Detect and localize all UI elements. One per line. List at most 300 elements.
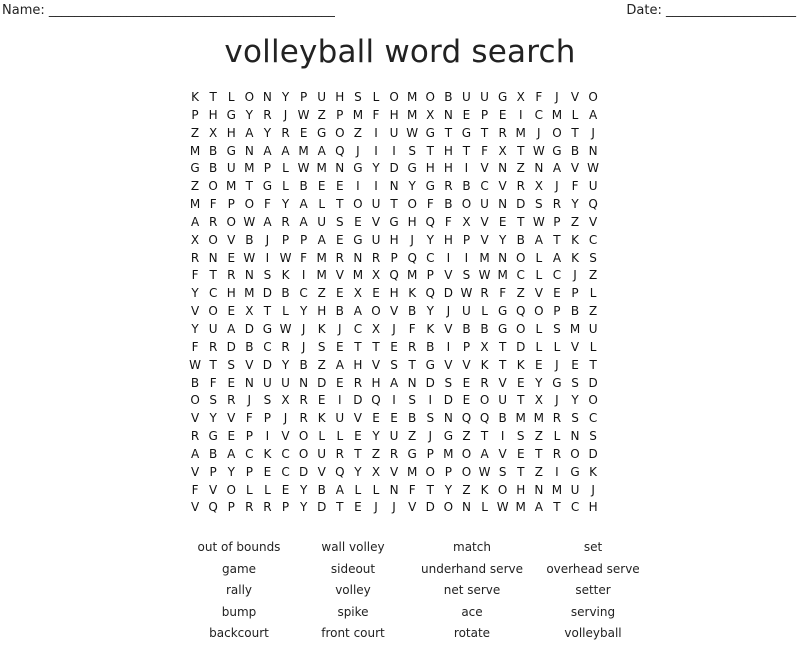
grid-cell: Y [299,500,308,515]
grid-cell: R [227,268,236,283]
grid-cell: V [498,375,507,390]
grid-cell: V [190,411,200,426]
grid-cell: R [335,446,344,461]
grid-cell: P [245,429,253,444]
grid-cell: E [354,429,362,444]
grid-cell: L [282,179,289,194]
grid-cell: N [461,500,471,515]
grid-cell: P [336,107,344,122]
grid-cell: O [461,446,472,461]
grid-cell: G [443,429,454,444]
word-list-item: volleyball [564,626,622,640]
grid-cell: F [191,482,199,497]
grid-cell: S [462,268,471,283]
grid-cell: T [480,429,489,444]
grid-cell: L [227,90,235,104]
grid-cell: P [553,214,561,229]
grid-cell: R [552,446,562,461]
grid-cell: J [265,232,270,247]
word-list-item: bump [221,604,257,619]
grid-cell: D [425,375,435,390]
grid-cell: P [209,464,217,479]
date-field-label: Date: ____________________ [626,3,796,18]
grid-cell: K [317,411,326,426]
grid-cell: D [588,375,598,390]
grid-cell: U [317,446,327,461]
grid-cell: L [282,161,289,176]
grid-cell: J [591,482,595,497]
grid-cell: R [335,250,344,265]
grid-cell: G [208,429,218,444]
grid-cell: R [190,429,200,444]
grid-cell: L [282,304,289,319]
grid-cell: C [281,446,290,461]
grid-cell: E [354,500,362,515]
grid-cell: P [281,500,290,515]
grid-cell: F [300,250,308,265]
grid-cell: S [535,197,543,212]
grid-cell: U [317,214,327,229]
grid-cell: T [517,393,525,408]
grid-cell: T [372,339,380,354]
grid-cell: V [281,429,290,444]
grid-cell: F [209,375,217,390]
grid-cell: C [426,250,435,265]
grid-cell: A [389,375,399,390]
grid-cell: P [191,107,199,122]
grid-cell: V [227,411,236,426]
word-list-item: ace [461,604,483,619]
grid-cell: T [535,446,543,461]
grid-cell: L [264,482,271,497]
grid-cell: Q [425,214,435,229]
grid-cell: I [265,250,270,265]
grid-cell: V [480,161,489,176]
grid-cell: S [227,357,236,372]
grid-cell: O [298,446,309,461]
grid-cell: B [245,232,254,247]
grid-cell: X [245,304,254,319]
grid-cell: E [498,214,507,229]
grid-cell: M [406,107,418,122]
grid-cell: A [317,232,326,247]
grid-cell: V [570,161,580,176]
grid-cell: G [425,357,435,372]
grid-cell: E [299,125,308,140]
grid-cell: O [244,197,255,212]
grid-cell: U [281,375,290,390]
grid-cell: C [299,286,308,301]
grid-cell: X [534,393,543,408]
grid-cell: J [555,90,559,104]
grid-cell: G [552,375,562,390]
grid-cell: E [571,357,579,372]
grid-cell: J [591,125,595,140]
grid-cell: J [301,321,306,336]
grid-cell: R [552,197,562,212]
grid-cell: D [226,339,236,354]
grid-cell: N [588,143,598,158]
grid-cell: E [263,464,272,479]
grid-cell: Y [535,375,543,390]
grid-cell: M [551,107,563,122]
grid-cell: B [299,179,308,194]
grid-cell: N [498,250,508,265]
grid-cell: P [480,107,489,122]
grid-cell: S [209,393,217,408]
grid-cell: O [425,464,435,479]
grid-cell: C [552,268,562,283]
grid-cell: M [533,411,544,426]
grid-cell: Z [462,429,471,444]
grid-cell: E [317,393,326,408]
word-list-item: serving [570,604,616,619]
grid-cell: L [553,339,561,354]
grid-cell: G [190,161,200,176]
grid-cell: Z [516,286,525,301]
grid-cell: S [263,268,272,283]
grid-cell: X [209,125,218,140]
grid-cell: G [570,464,580,479]
grid-cell: U [371,197,381,212]
grid-cell: X [534,179,543,194]
grid-cell: T [444,125,453,140]
grid-cell: B [209,143,218,158]
grid-cell: R [516,179,525,194]
grid-cell: J [301,339,306,354]
grid-cell: E [462,375,471,390]
word-list-item: sideout [330,561,376,576]
grid-cell: V [444,268,453,283]
grid-cell: J [573,268,577,283]
grid-cell: A [534,500,543,515]
grid-cell: X [371,268,381,283]
word-list-item: backcourt [209,626,269,640]
grid-cell: N [443,411,453,426]
grid-cell: O [516,321,526,336]
grid-cell: G [497,304,508,319]
grid-cell: L [589,339,597,354]
grid-cell: J [247,393,252,408]
grid-cell: N [407,375,417,390]
word-list-item: setter [575,583,611,597]
grid-cell: E [227,250,236,265]
grid-cell: K [408,286,417,301]
grid-cell: F [444,214,452,229]
grid-cell: B [335,304,344,319]
grid-cell: N [244,268,254,283]
grid-cell: D [298,464,309,479]
grid-cell: N [244,375,254,390]
grid-cell: R [281,125,290,140]
grid-cell: R [371,250,381,265]
grid-cell: V [371,357,381,372]
grid-cell: E [516,446,525,461]
grid-cell: R [208,214,218,229]
grid-cell: M [406,90,418,104]
grid-cell: O [516,250,526,265]
grid-cell: O [208,179,218,194]
grid-cell: T [209,90,217,104]
grid-cell: B [462,321,471,336]
grid-cell: A [299,197,308,212]
grid-cell: I [265,429,270,444]
grid-cell: B [570,304,580,319]
grid-cell: J [392,321,396,336]
grid-cell: W [478,464,491,479]
grid-cell: W [478,268,491,283]
grid-cell: V [190,304,200,319]
grid-cell: O [353,197,363,212]
grid-cell: Y [245,107,253,122]
grid-cell: L [318,429,326,444]
grid-cell: Q [335,143,345,158]
grid-cell: T [390,197,398,212]
grid-cell: X [371,321,381,336]
grid-cell: K [281,268,290,283]
grid-cell: Z [317,286,326,301]
grid-cell: R [498,125,507,140]
grid-cell: B [480,321,489,336]
grid-cell: W [243,250,256,265]
grid-cell: E [336,179,344,194]
grid-cell: A [534,232,543,247]
grid-cell: J [392,500,396,515]
grid-cell: H [389,286,399,301]
grid-cell: B [444,90,453,104]
grid-cell: O [190,393,200,408]
grid-cell: T [209,357,217,372]
grid-cell: Z [408,429,417,444]
grid-cell: B [281,286,290,301]
grid-cell: V [498,179,507,194]
grid-cell: O [479,393,490,408]
grid-cell: X [516,90,525,104]
grid-cell: Q [479,411,490,426]
grid-cell: B [317,482,326,497]
grid-cell: J [338,321,342,336]
grid-cell: H [516,482,526,497]
grid-cell: I [446,250,451,265]
grid-cell: E [390,411,398,426]
grid-cell: P [299,90,308,104]
grid-cell: L [481,500,488,515]
grid-cell: N [534,161,544,176]
grid-cell: O [443,500,454,515]
word-list-item: volley [335,583,371,597]
grid-cell: O [226,482,236,497]
grid-cell: L [245,482,253,497]
grid-cell: B [408,411,417,426]
grid-cell: H [443,232,453,247]
grid-cell: M [316,161,327,176]
grid-cell: O [534,304,544,319]
grid-cell: Z [371,446,381,461]
grid-cell: W [587,161,600,176]
grid-cell: A [335,357,344,372]
grid-cell: C [516,268,525,283]
grid-cell: F [209,197,217,212]
grid-cell: K [480,357,489,372]
grid-cell: I [374,125,378,140]
grid-cell: R [408,339,417,354]
grid-cell: Q [407,250,417,265]
grid-cell: A [353,304,362,319]
grid-cell: X [353,286,362,301]
grid-cell: K [480,482,489,497]
word-list-item: overhead serve [546,561,640,576]
grid-cell: M [244,161,255,176]
grid-cell: V [389,304,399,319]
grid-cell: F [191,339,199,354]
grid-cell: C [534,107,544,122]
grid-cell: H [389,232,399,247]
grid-cell: M [244,286,255,301]
grid-cell: N [208,250,218,265]
grid-cell: B [209,161,218,176]
grid-cell: S [317,339,326,354]
grid-cell: T [480,125,489,140]
grid-cell: J [356,143,360,158]
grid-cell: W [460,286,473,301]
grid-cell: E [372,286,380,301]
grid-cell: T [263,304,272,319]
grid-cell: A [263,143,272,158]
grid-cell: O [588,90,598,104]
grid-cell: T [498,339,507,354]
grid-cell: A [190,446,200,461]
grid-cell: V [444,357,453,372]
grid-cell: S [516,429,525,444]
grid-cell: E [227,375,236,390]
grid-cell: K [317,321,326,336]
grid-cell: T [571,125,579,140]
grid-cell: G [317,125,327,140]
grid-cell: M [497,268,508,283]
grid-cell: N [299,375,309,390]
grid-cell: Y [209,411,217,426]
grid-cell: Z [516,161,525,176]
grid-cell: R [444,179,453,194]
grid-cell: Y [426,304,434,319]
grid-cell: V [190,500,200,515]
grid-cell: D [353,393,363,408]
grid-cell: S [571,411,579,426]
word-list-item: match [453,540,491,554]
grid-cell: K [571,232,579,247]
grid-cell: J [446,304,451,319]
grid-cell: W [406,125,419,140]
word-list [180,537,650,645]
grid-cell: C [570,500,580,515]
grid-cell: R [263,500,272,515]
grid-cell: S [589,250,597,265]
grid-cell: B [516,232,525,247]
grid-cell: U [226,161,236,176]
grid-cell: Z [190,125,200,140]
grid-cell: L [571,107,579,122]
grid-cell: U [335,411,345,426]
grid-cell: M [406,268,418,283]
grid-cell: T [426,482,434,497]
grid-cell: E [336,232,344,247]
grid-cell: I [374,143,378,158]
grid-cell: T [517,143,525,158]
grid-cell: V [444,321,453,336]
grid-cell: V [462,357,471,372]
grid-cell: Y [571,197,579,212]
grid-cell: H [317,304,327,319]
grid-cell: J [283,107,288,122]
grid-cell: O [226,214,236,229]
grid-cell: D [443,286,453,301]
grid-cell: A [245,125,254,140]
grid-cell: T [336,197,344,212]
grid-cell: D [262,357,273,372]
grid-cell: N [262,90,272,104]
word-list-item: underhand serve [421,561,523,576]
grid-cell: S [444,375,453,390]
grid-cell: O [389,90,399,104]
grid-cell: U [462,304,471,319]
grid-cell: C [281,464,290,479]
grid-cell: S [589,429,597,444]
grid-cell: U [263,375,272,390]
grid-cell: M [352,268,364,283]
grid-cell: C [208,286,218,301]
grid-cell: B [245,339,254,354]
grid-cell: E [227,304,236,319]
grid-cell: G [425,179,435,194]
grid-cell: O [497,482,508,497]
grid-cell: M [515,500,526,515]
grid-cell: N [498,197,508,212]
grid-cell: T [408,357,416,372]
grid-cell: T [462,143,471,158]
grid-cell: A [317,143,326,158]
grid-cell: R [227,393,236,408]
grid-cell: V [190,464,200,479]
grid-cell: N [443,107,453,122]
grid-cell: O [570,446,580,461]
grid-cell: Z [588,268,598,283]
grid-cell: V [353,411,362,426]
grid-cell: U [208,321,218,336]
grid-cell: Y [408,179,416,194]
grid-cell: F [499,286,507,301]
grid-cell: G [425,125,435,140]
grid-cell: M [515,125,526,140]
grid-cell: P [390,250,398,265]
grid-cell: E [390,339,398,354]
grid-cell: B [190,375,200,390]
grid-cell: G [407,446,417,461]
grid-cell: L [535,339,543,354]
grid-cell: H [208,107,218,122]
grid-cell: V [534,286,543,301]
grid-cell: I [392,393,396,408]
grid-cell: P [281,232,290,247]
grid-cell: M [443,446,454,461]
grid-cell: W [297,107,310,122]
grid-cell: L [589,286,597,301]
grid-cell: S [263,393,272,408]
grid-cell: A [480,446,489,461]
grid-cell: R [389,446,399,461]
grid-cell: O [335,125,345,140]
grid-cell: Y [372,429,380,444]
page-title: volleyball word search [224,34,576,70]
